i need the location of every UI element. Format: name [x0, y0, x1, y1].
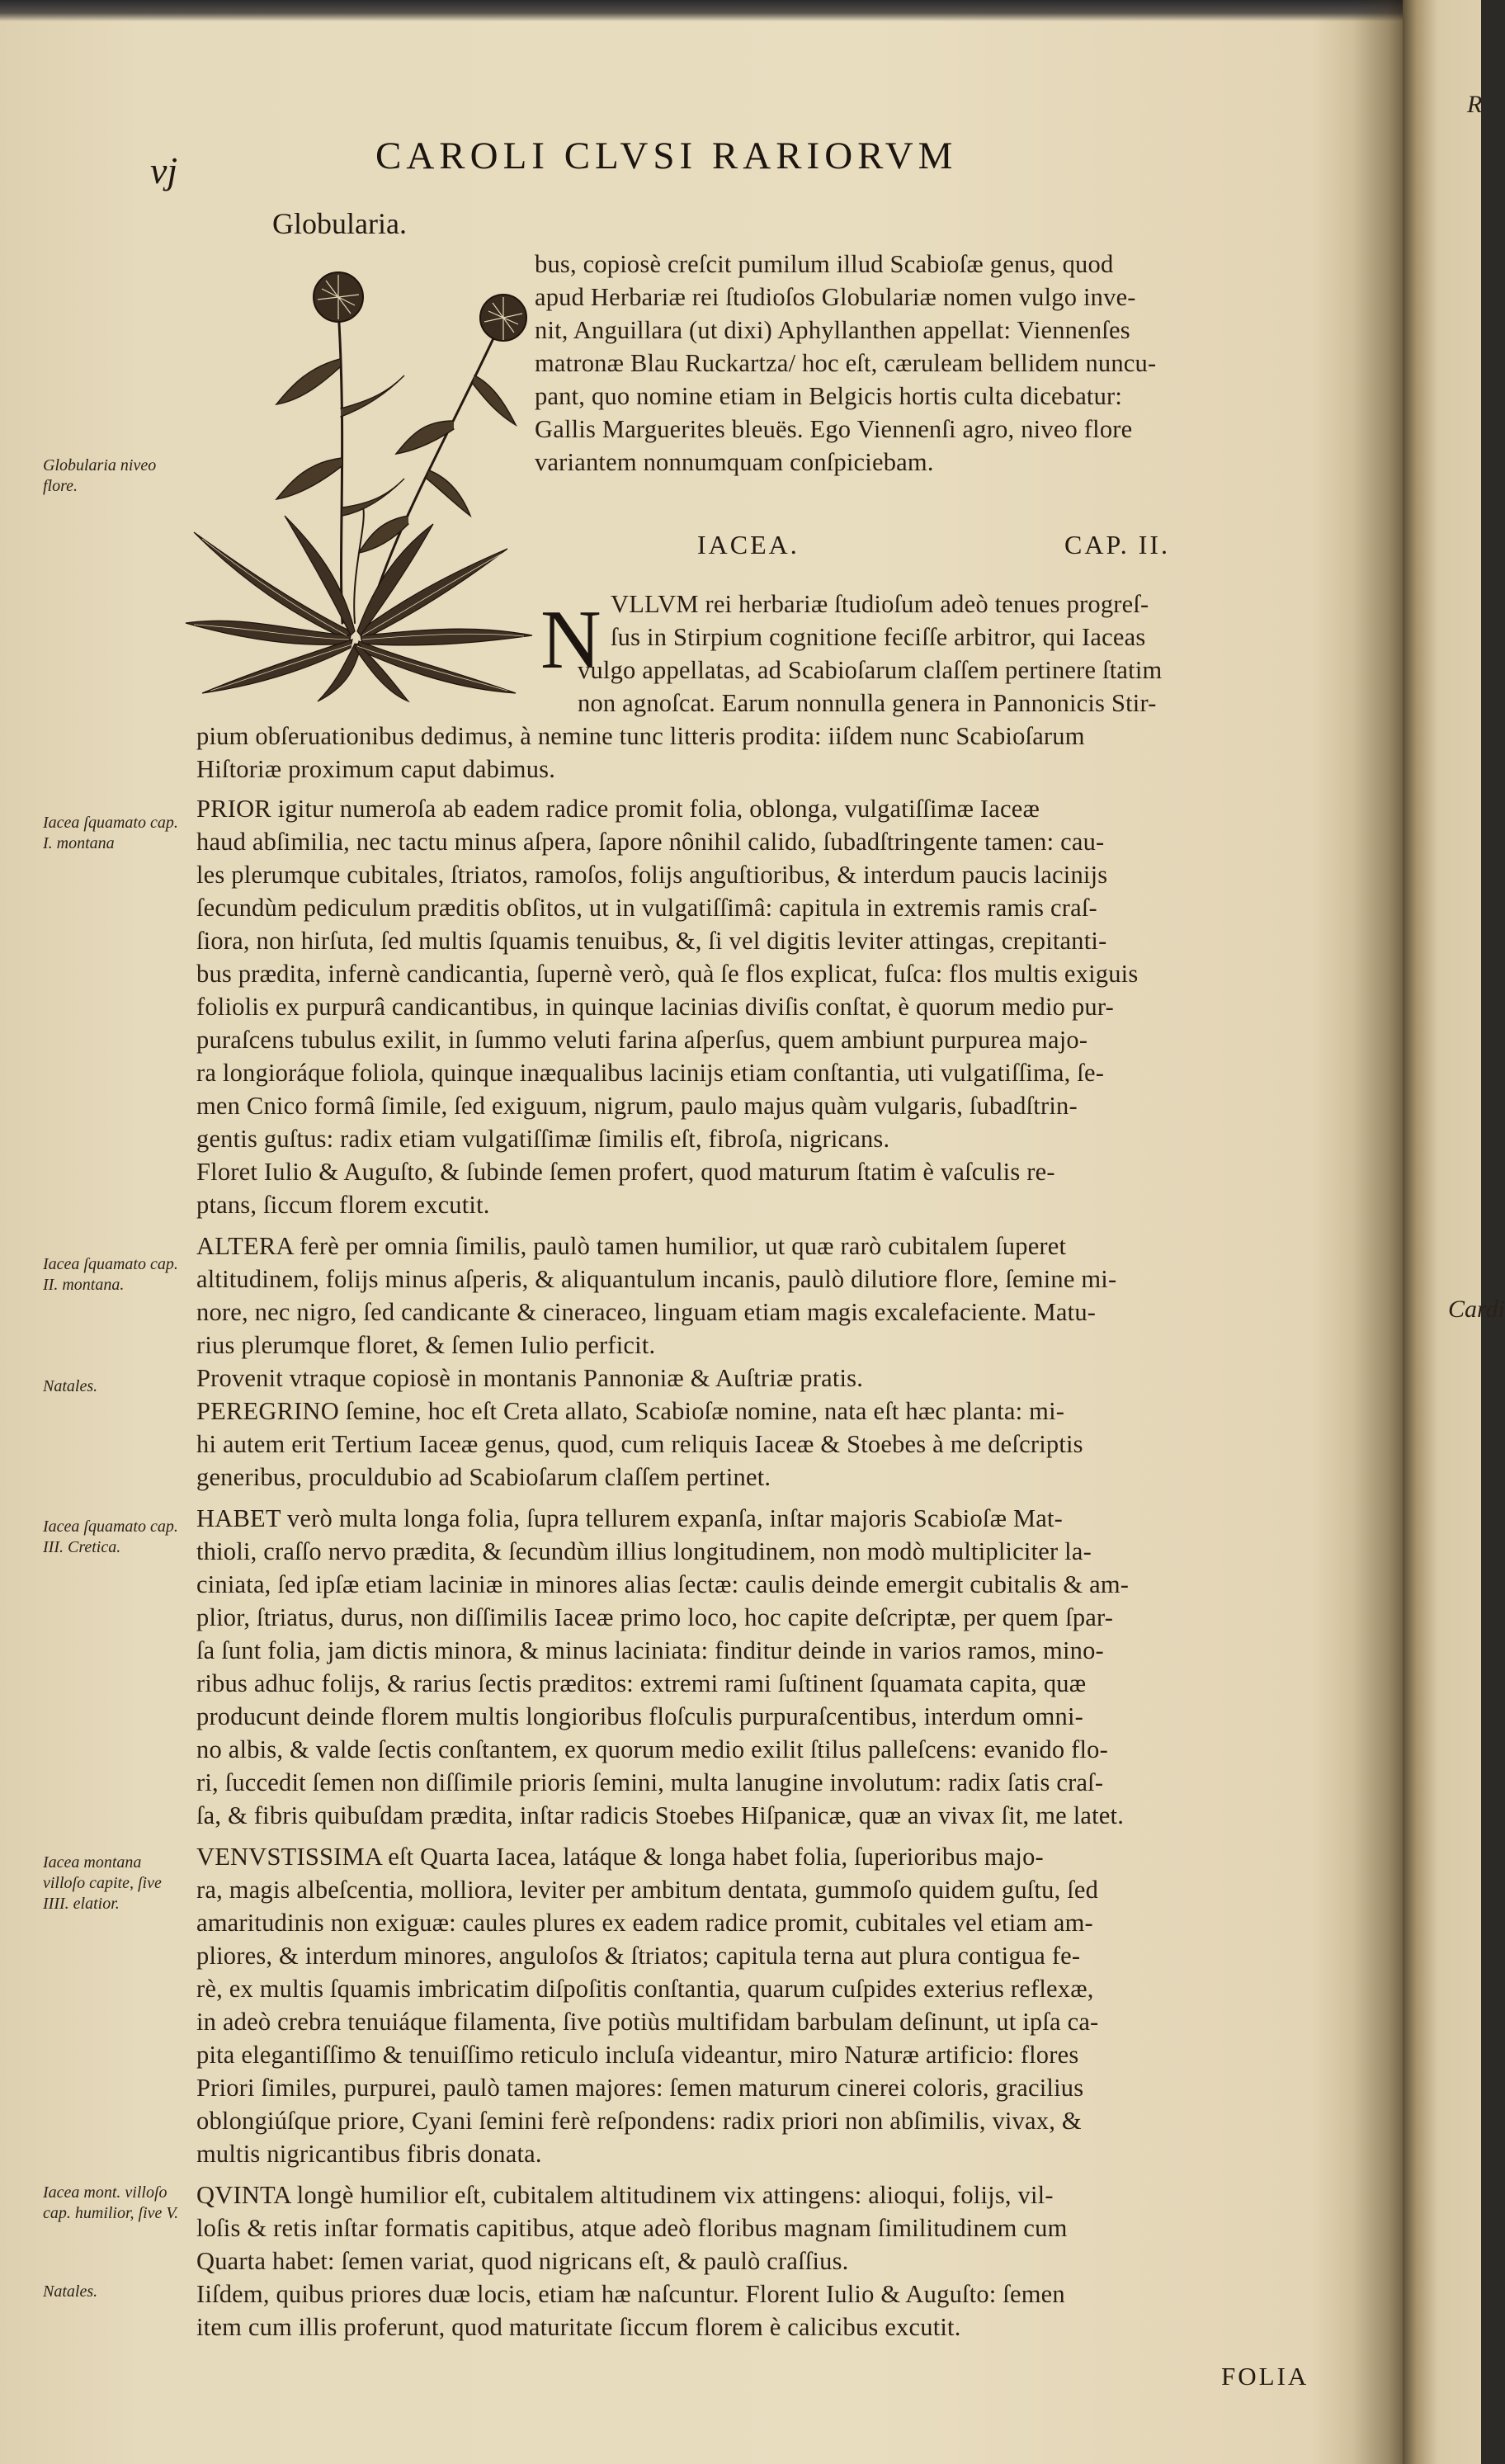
text-line: Hiſtoriæ proximum caput dabimus.: [196, 755, 556, 783]
text-line: pita elegantiſſimo & tenuiſſimo reticulo incluſa videantur, miro Naturæ artificio: flores: [196, 2041, 1079, 2069]
text-line: ra longioráque foliola, quinque inæqualibus lacinijs etiam conſtantia, uti vulgatiſſima, ſe-: [196, 1059, 1105, 1087]
text-line: pium obſeruationibus dedimus, à nemine tunc litteris prodita: iiſdem nunc Scabioſarum: [196, 722, 1085, 750]
text-line: altitudinem, folijs minus aſperis, & aliquantulum incanis, paulò dilutiore flore, ſemine mi-: [196, 1265, 1117, 1293]
chapter-number: CAP. II.: [1064, 530, 1171, 559]
facing-page-fragment: Cardi: [1448, 1296, 1505, 1323]
margin-note: Globularia niveo flore.: [43, 456, 157, 495]
text-line: multis nigricantibus fibris donata.: [196, 2140, 542, 2168]
text-line: rè, ex multis ſquamis imbricatim diſpoſitis conſtantia, quarum cuſpides exterius reflexæ,: [196, 1975, 1094, 2003]
text-line: ſiora, non hirſuta, ſed multis ſquamis tenuibus, &, ſi vel digitis leviter attingas, crepitanti-: [196, 927, 1107, 955]
text-line: VLLVM rei herbariæ ſtudioſum adeò tenues progreſ-: [611, 590, 1149, 618]
running-head: CAROLI CLVSI RARIORVM: [375, 135, 958, 177]
text-line: nit, Anguillara (ut dixi) Aphyllanthen appellat: Viennenſes: [535, 316, 1130, 344]
margin-note: Natales.: [43, 2282, 98, 2301]
margin-note: Iacea ſquamato cap. III. Cretica.: [43, 1518, 178, 1556]
text-line: haud abſimilia, nec tactu minus aſpera, ſapore nônihil calido, ſubadſtringente tamen: cau-: [196, 828, 1105, 856]
facing-page-edge: [1403, 0, 1505, 2464]
text-line: ciniata, ſed ipſæ etiam laciniæ in minores alias ſectæ: caulis deinde emergit cubitalis & am-: [196, 1570, 1130, 1598]
text-line: HABET verò multa longa folia, ſupra tellurem expanſa, inſtar majoris Scabioſæ Mat-: [196, 1504, 1064, 1532]
margin-note: Natales.: [43, 1377, 98, 1395]
text-line: item cum illis proferunt, quod maturitate ſiccum florem è calicibus excutit.: [196, 2313, 961, 2341]
chapter-title: IACEA.: [697, 530, 800, 559]
text-line: ALTERA ferè per omnia ſimilis, paulò tamen humilior, ut quæ rarò cubitalem ſuperet: [196, 1232, 1067, 1260]
margin-note: Iacea mont. villoſo cap. humilior, ſive V.: [43, 2183, 179, 2222]
text-line: Provenit vtraque copiosè in montanis Pannoniæ & Auſtriæ pratis.: [196, 1364, 864, 1392]
text-line: generibus, proculdubio ad Scabioſarum claſſem pertinet.: [196, 1463, 771, 1491]
text-line: ſa, & fibris quibuſdam prædita, inſtar radicis Stoebes Hiſpanicæ, quæ an vivax ſit, me latet.: [196, 1801, 1125, 1829]
text-line: ſecundùm pediculum præditis obſitos, ut in vulgatiſſimâ: capitula in extremis ramis craſ-: [196, 894, 1097, 922]
facing-page-fragment: R: [1467, 91, 1483, 118]
text-line: matronæ Blau Ruckartza/ hoc eſt, cæruleam bellidem nuncu-: [535, 349, 1157, 377]
margin-note: Iacea ſquamato cap. I. montana: [43, 814, 178, 852]
text-line: apud Herbariæ rei ſtudioſos Globulariæ nomen vulgo inve-: [535, 283, 1136, 311]
text-line: foliolis ex purpurâ candicantibus, in quinque lacinias diviſis conſtat, è quorum medio pur-: [196, 993, 1114, 1021]
text-line: les plerumque cubitales, ſtriatos, ramoſos, folijs anguſtioribus, & interdum paucis lacinijs: [196, 861, 1108, 889]
text-line: pant, quo nomine etiam in Belgicis hortis culta dicebatur:: [535, 382, 1123, 410]
text-line: producunt deinde florem multis longioribus floſculis purpuraſcentibus, interdum omni-: [196, 1702, 1083, 1730]
text-line: Floret Iulio & Auguſto, & ſubinde ſemen profert, quod maturum ſtatim è vaſculis re-: [196, 1158, 1055, 1186]
folio-number: vj: [150, 149, 178, 191]
text-line: vulgo appellatas, ad Scabioſarum claſſem pertinere ſtatim: [578, 656, 1163, 684]
text-line: Priori ſimiles, purpurei, paulò tamen majores: ſemen maturum cinerei coloris, gracilius: [196, 2074, 1084, 2102]
text-line: amaritudinis non exiguæ: caules plures ex eadem radice promit, cubitales vel etiam am-: [196, 1909, 1093, 1937]
text-line: Gallis Marguerites bleuës. Ego Viennenſi agro, niveo flore: [535, 415, 1133, 443]
text-line: ſus in Stirpium cognitione feciſſe arbitror, qui Iaceas: [611, 623, 1146, 651]
text-line: pliores, & interdum minores, anguloſos & ſtriatos; capitula terna aut plura contigua fe-: [196, 1942, 1081, 1970]
text-line: gentis guſtus: radix etiam vulgatiſſimæ ſimilis eſt, fibroſa, nigricans.: [196, 1125, 890, 1153]
margin-note: Iacea ſquamato cap. II. montana.: [43, 1255, 178, 1294]
text-line: ſa ſunt folia, jam dictis minora, & minus laciniata: finditur deinde in varios ramos, mino-: [196, 1636, 1104, 1664]
drop-cap: N: [540, 593, 602, 687]
text-line: VENVSTISSIMA eſt Quarta Iacea, latáque & longa habet folia, ſuperioribus majo-: [196, 1843, 1044, 1871]
globularia-woodcut-illustration: [177, 260, 540, 706]
text-line: bus, copiosè creſcit pumilum illud Scabioſæ genus, quod: [535, 250, 1114, 278]
text-line: variantem nonnumquam conſpiciebam.: [535, 448, 934, 476]
catchword: FOLIA: [1221, 2362, 1309, 2391]
text-line: ri, ſuccedit ſemen non diſſimile prioris ſemini, multa lanugine involutum: radix ſatis craſ-: [196, 1768, 1104, 1796]
text-line: no albis, & valde ſectis conſtantem, ex quorum medio exilit ſtilus palleſcens: evanido flo-: [196, 1735, 1108, 1763]
text-line: Iiſdem, quibus priores duæ locis, etiam hæ naſcuntur. Florent Iulio & Auguſto: ſemen: [196, 2280, 1065, 2308]
text-line: nore, nec nigro, ſed candicante & cineraceo, linguam etiam magis excalefaciente. Matu-: [196, 1298, 1097, 1326]
margin-note: Iacea montana villoſo capite, ſive IIII. elatior.: [43, 1853, 162, 1913]
text-line: non agnoſcat. Earum nonnulla genera in Pannonicis Stir-: [578, 689, 1157, 717]
text-line: puraſcens tubulus exilit, in ſummo veluti farina aſperſus, quem ambiunt purpurea majo-: [196, 1026, 1088, 1054]
text-line: ptans, ſiccum florem excutit.: [196, 1191, 490, 1219]
text-line: QVINTA longè humilior eſt, cubitalem altitudinem vix attingens: alioqui, folijs, vil-: [196, 2181, 1054, 2209]
text-line: Quarta habet: ſemen variat, quod nigricans eſt, & paulò craſſius.: [196, 2247, 849, 2275]
page-top-edge: [0, 0, 1427, 21]
text-line: men Cnico formâ ſimile, ſed exiguum, nigrum, paulo majus quàm vulgaris, ſubadſtrin-: [196, 1092, 1078, 1120]
text-line: PRIOR igitur numeroſa ab eadem radice promit folia, oblonga, vulgatiſſimæ Iaceæ: [196, 795, 1040, 823]
text-line: ra, magis albeſcentia, molliora, leviter per ambitum dentata, gummoſo quidem guſtu, ſed: [196, 1876, 1099, 1904]
text-line: in adeò crebra tenuiáque filamenta, ſive potiùs multifidam barbulam deſinunt, ut ipſa ca-: [196, 2008, 1099, 2036]
figure-caption: Globularia.: [272, 207, 407, 240]
text-line: hi autem erit Tertium Iaceæ genus, quod, cum reliquis Iaceæ & Stoebes à me deſcriptis: [196, 1430, 1083, 1458]
text-line: rius plerumque floret, & ſemen Iulio perficit.: [196, 1331, 656, 1359]
text-line: oblongiúſque priore, Cyani ſemini ferè reſpondens: radix priori non abſimilis, vivax, &: [196, 2107, 1082, 2135]
text-line: thioli, craſſo nervo prædita, & ſecundùm illius longitudinem, non modò multipliciter la-: [196, 1537, 1092, 1565]
text-line: plior, ſtriatus, durus, non diſſimilis Iaceæ primo loco, hoc capite deſcriptæ, per quem ſpar-: [196, 1603, 1114, 1631]
text-line: ribus adhuc folijs, & rarius ſectis præditos: extremi rami ſuſtinent ſquamata capita, quæ: [196, 1669, 1087, 1697]
text-line: loſis & retis inſtar formatis capitibus, atque adeò floribus magnam ſimilitudinem cum: [196, 2214, 1068, 2242]
text-line: bus prædita, infernè candicantia, ſupernè verò, quà ſe flos explicat, fuſca: flos multis exiguis: [196, 960, 1139, 988]
text-line: PEREGRINO ſemine, hoc eſt Creta allato, Scabioſæ nomine, nata eſt hæc planta: mi-: [196, 1397, 1065, 1425]
